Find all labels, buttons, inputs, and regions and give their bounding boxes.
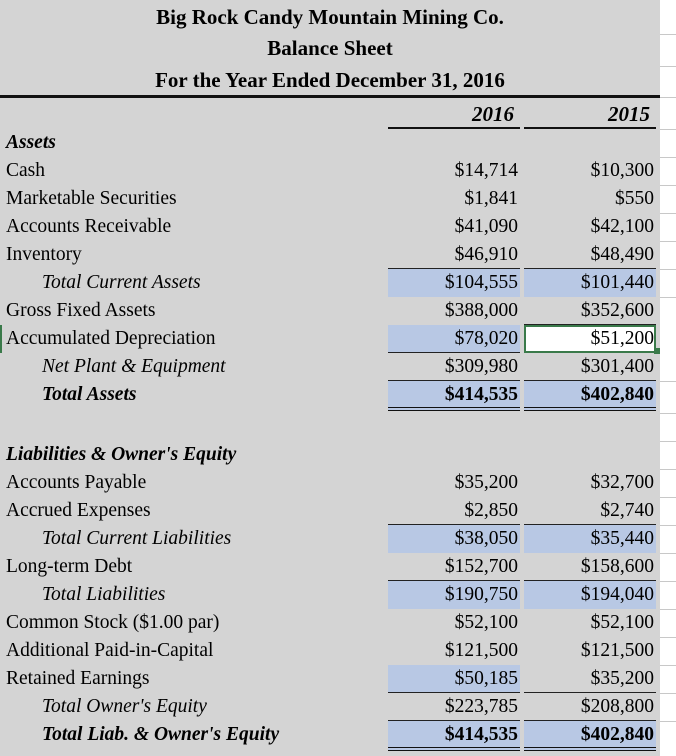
- table-row[interactable]: [0, 721, 660, 749]
- table-row[interactable]: [0, 553, 660, 581]
- gridline: [660, 213, 676, 214]
- row-label: Net Plant & Equipment: [42, 356, 226, 377]
- cell-2015[interactable]: $35,200: [524, 665, 656, 693]
- row-label: Accounts Receivable: [6, 216, 172, 237]
- table-row[interactable]: [0, 381, 660, 409]
- table-row[interactable]: [0, 213, 660, 241]
- gridline: [660, 185, 676, 186]
- gridline: [660, 525, 676, 526]
- column-header-2016[interactable]: 2016: [472, 102, 514, 126]
- company-title: Big Rock Candy Mountain Mining Co.: [156, 5, 504, 29]
- table-row[interactable]: [0, 157, 660, 185]
- table-row[interactable]: [0, 241, 660, 269]
- gridline: [660, 609, 676, 610]
- row-label: Total Current Assets: [42, 272, 201, 293]
- table-row[interactable]: [0, 353, 660, 381]
- gridline: [660, 637, 676, 638]
- table-row[interactable]: [0, 469, 660, 497]
- period-title: For the Year Ended December 31, 2016: [155, 68, 505, 92]
- cell-2016[interactable]: $78,020: [388, 325, 520, 353]
- table-row[interactable]: [0, 637, 660, 665]
- table-row[interactable]: [0, 693, 660, 721]
- cell-2015[interactable]: $208,800: [524, 693, 656, 721]
- row-label: Accumulated Depreciation: [6, 328, 216, 349]
- statement-title: Balance Sheet: [267, 36, 393, 60]
- cell-2016[interactable]: $309,980: [388, 353, 520, 381]
- row-label: Cash: [6, 160, 45, 181]
- assets-heading: Assets: [6, 132, 56, 153]
- cell-2016[interactable]: $414,535: [388, 721, 520, 751]
- table-row[interactable]: [0, 325, 660, 353]
- cell-2015[interactable]: $402,840: [524, 381, 656, 411]
- row-label: Total Current Liabilities: [42, 528, 232, 549]
- section-heading-row[interactable]: [0, 129, 660, 157]
- gridline: [660, 129, 676, 130]
- row-label: Total Liab. & Owner's Equity: [42, 724, 280, 745]
- table-row[interactable]: [0, 581, 660, 609]
- row-label: Retained Earnings: [6, 668, 150, 689]
- row-label: Inventory: [6, 244, 82, 265]
- gridline: [660, 469, 676, 470]
- cell-2015[interactable]: $52,100: [590, 612, 654, 633]
- gridline: [660, 497, 676, 498]
- cell-2015[interactable]: $42,100: [590, 216, 654, 237]
- gridline: [660, 241, 676, 242]
- row-label: Total Assets: [42, 384, 137, 405]
- cell-2015[interactable]: $101,440: [524, 269, 656, 297]
- gridline: [660, 269, 676, 270]
- cell-2016[interactable]: $50,185: [388, 665, 520, 693]
- cell-2016[interactable]: $46,910: [388, 241, 520, 269]
- gridline: [660, 297, 676, 298]
- cell-2015[interactable]: $550: [615, 188, 654, 209]
- gridline: [660, 693, 676, 694]
- table-row[interactable]: [0, 297, 660, 325]
- cell-2016[interactable]: $388,000: [444, 300, 518, 321]
- cell-2016[interactable]: $52,100: [454, 612, 518, 633]
- cell-2016[interactable]: $223,785: [388, 693, 520, 721]
- row-label: Long-term Debt: [6, 556, 133, 577]
- table-row[interactable]: [0, 497, 660, 525]
- gridline: [660, 553, 676, 554]
- cell-2016[interactable]: $2,850: [388, 497, 520, 525]
- cell-2015[interactable]: $35,440: [524, 525, 656, 553]
- row-label: Marketable Securities: [6, 188, 177, 209]
- liabilities-heading: Liabilities & Owner's Equity: [6, 444, 237, 465]
- cell-2015[interactable]: $301,400: [524, 353, 656, 381]
- cell-2016[interactable]: $14,714: [454, 160, 518, 181]
- gridline: [660, 665, 676, 666]
- row-label: Common Stock ($1.00 par): [6, 612, 220, 633]
- cell-2015[interactable]: $121,500: [580, 640, 654, 661]
- cell-2015[interactable]: $158,600: [524, 553, 656, 581]
- row-selection-marker: [0, 325, 2, 353]
- gridline: [660, 34, 676, 35]
- gridline: [660, 381, 676, 382]
- row-label: Additional Paid-in-Capital: [6, 640, 214, 661]
- cell-2016[interactable]: $38,050: [388, 525, 520, 553]
- table-row[interactable]: [0, 525, 660, 553]
- gridline: [660, 157, 676, 158]
- cell-2015[interactable]: $352,600: [524, 297, 656, 325]
- table-row[interactable]: [0, 185, 660, 213]
- cell-2016[interactable]: $41,090: [454, 216, 518, 237]
- row-label: Accrued Expenses: [6, 500, 151, 521]
- gridline: [660, 413, 676, 414]
- cell-2015[interactable]: $194,040: [524, 581, 656, 609]
- gridline: [660, 441, 676, 442]
- cell-2016[interactable]: $152,700: [388, 553, 520, 581]
- cell-2016[interactable]: $414,535: [388, 381, 520, 411]
- gridline: [660, 97, 676, 98]
- cell-2016[interactable]: $104,555: [388, 269, 520, 297]
- table-row[interactable]: [0, 665, 660, 693]
- selected-cell-2015[interactable]: $51,200: [524, 325, 656, 353]
- row-label: Accounts Payable: [6, 472, 147, 493]
- cell-2016[interactable]: $121,500: [444, 640, 518, 661]
- cell-2016[interactable]: $35,200: [454, 472, 518, 493]
- table-row[interactable]: [0, 609, 660, 637]
- cell-2015[interactable]: $10,300: [590, 160, 654, 181]
- cell-2015[interactable]: $48,490: [524, 241, 656, 269]
- header-rule: [0, 95, 660, 98]
- cell-2016[interactable]: $190,750: [388, 581, 520, 609]
- gridline: [660, 581, 676, 582]
- table-row[interactable]: [0, 269, 660, 297]
- row-label: Gross Fixed Assets: [6, 300, 156, 321]
- cell-2015[interactable]: $402,840: [524, 721, 656, 751]
- cell-2015[interactable]: $32,700: [590, 472, 654, 493]
- column-header-2015[interactable]: 2015: [608, 102, 650, 126]
- row-label: Total Liabilities: [42, 584, 166, 605]
- gridline: [660, 66, 676, 67]
- row-label: Total Owner's Equity: [42, 696, 207, 717]
- gridline: [660, 721, 676, 722]
- cell-2016[interactable]: $1,841: [464, 188, 518, 209]
- section-heading-row[interactable]: [0, 441, 660, 469]
- cell-2015[interactable]: $2,740: [524, 497, 656, 525]
